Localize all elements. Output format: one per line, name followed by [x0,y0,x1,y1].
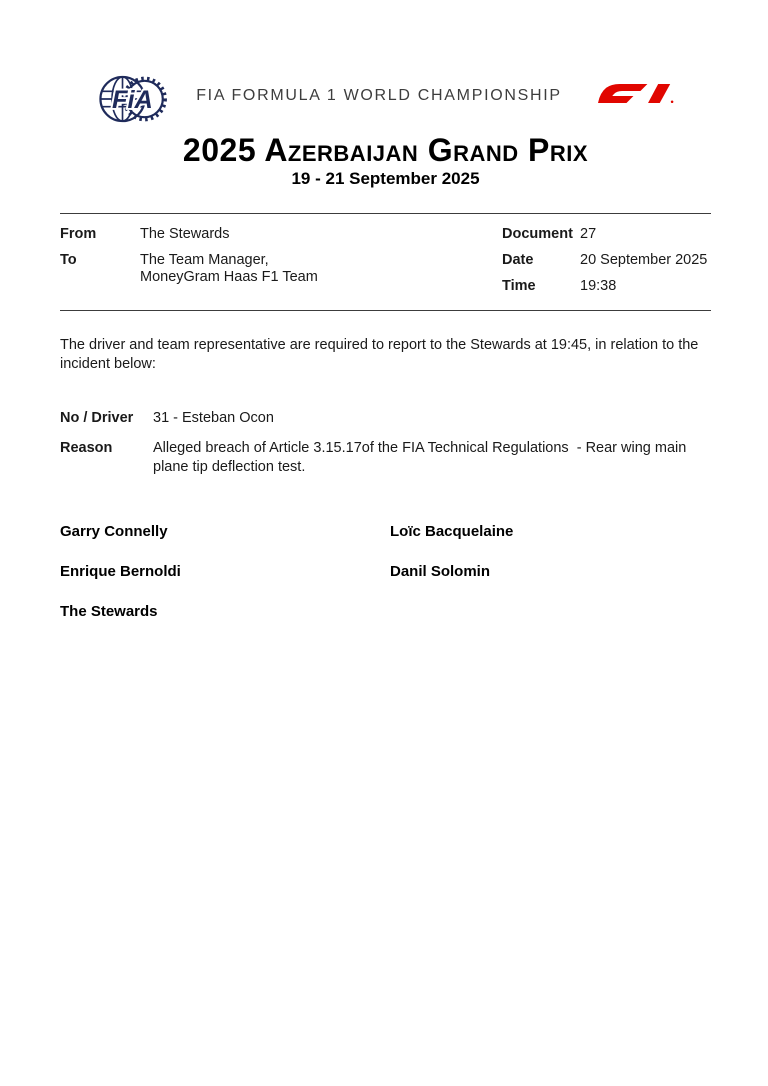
from-row [60,226,502,243]
reason-row [60,439,711,477]
from-value: The Stewards [140,226,230,242]
f1-logo [598,82,674,105]
meta-right-column [502,226,711,295]
championship-title: FIA FORMULA 1 WORLD CHAMPIONSHIP [196,87,562,105]
meta-table [60,213,711,311]
document-value: 27 [580,226,597,242]
time-row [502,278,711,295]
document-row [502,226,711,243]
steward-name: Danil Solomin [390,563,491,580]
to-row [60,252,502,286]
steward-name: Garry Connelly [60,523,168,540]
steward-name: Enrique Bernoldi [60,563,181,580]
no-driver-label: No / Driver [60,410,134,426]
to-value: The Team Manager, MoneyGram Haas F1 Team [140,252,318,285]
signatures [60,524,711,620]
time-label: Time [502,278,536,294]
date-value: 20 September 2025 [580,252,708,268]
summons-paragraph: The driver and team representative are required to report to the Stewards at 19:45, in relation to the incident below: [60,337,699,372]
no-driver-row [60,409,711,428]
fia-logo [98,67,168,131]
incident-fields [60,409,711,477]
signature-footer: The Stewards [60,603,158,620]
title-block [60,134,711,189]
document-label: Document [502,226,573,242]
to-label: To [60,252,77,268]
date-label: Date [502,252,534,268]
meta-left-column [60,226,502,295]
date-row [502,252,711,269]
reason-label: Reason [60,440,113,456]
time-value: 19:38 [580,278,617,294]
reason-value: Alleged breach of Article 3.15.17of the FIA Technical Regulations - Rear wing main plane tip deflection test. [153,440,691,475]
steward-name: Loïc Bacquelaine [390,523,514,540]
no-driver-value: 31 - Esteban Ocon [153,410,274,426]
document-header [60,62,711,136]
fia-logo-letters: FiA [112,85,153,114]
event-dates: 19 - 21 September 2025 [291,169,480,188]
from-label: From [60,226,97,242]
event-title: 2025 Azerbaijan Grand Prix [182,132,589,168]
